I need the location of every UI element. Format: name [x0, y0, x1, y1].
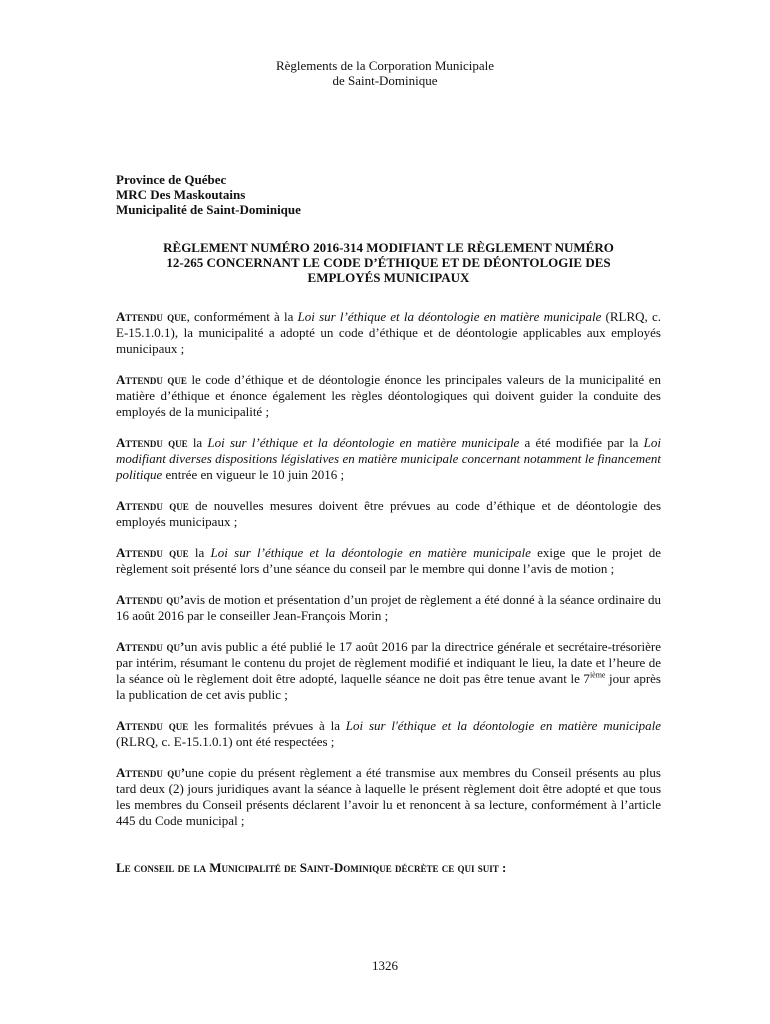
law-title: Loi sur l’éthique et la déontologie en matière municipale [210, 545, 531, 560]
paragraph-text: exige que le projet de règlement soit présenté lors d’une séance du conseil par le membre qui donne l’avis de motion ; [116, 545, 661, 576]
whereas-paragraph-9 [116, 765, 661, 829]
whereas-paragraph-3 [116, 435, 661, 483]
law-title: Loi sur l’éthique et la déontologie en matière municipale [297, 309, 602, 324]
regulation-title [116, 240, 661, 285]
whereas-lead: Attendu que [116, 435, 188, 450]
preamble [116, 309, 661, 876]
whereas-lead: Attendu que [116, 372, 187, 387]
paragraph-text: le code d’éthique et de déontologie énonce les principales valeurs de la municipalité en matière d’éthique et énonce également les règles déontologiques qui doivent guider la conduite des employés de la municipalité ; [116, 372, 661, 419]
location-block [116, 172, 301, 217]
paragraph-text: les formalités prévues à la [188, 718, 346, 733]
paragraph-text: (RLRQ, c. E-15.1.0.1), la municipalité a adopté un code d’éthique et de déontologie applicables aux employés municipaux ; [116, 309, 661, 356]
paragraph-text: la [187, 435, 208, 450]
law-title: Loi modifiant diverses dispositions législatives en matière municipale concernant notamment le financement politique [116, 435, 661, 482]
paragraph-text: , conformément à la [186, 309, 298, 324]
title-line-3: EMPLOYÉS MUNICIPAUX [307, 270, 470, 285]
whereas-lead: Attendu qu’ [116, 765, 186, 780]
title-line-1: RÈGLEMENT NUMÉRO 2016-314 MODIFIANT LE RÈGLEMENT NUMÉRO [163, 240, 614, 255]
whereas-paragraph-2 [116, 372, 661, 420]
running-header [0, 58, 770, 88]
municipality-line: Municipalité de Saint-Dominique [116, 202, 301, 217]
whereas-lead: Attendu qu’ [116, 639, 185, 654]
paragraph-text: un avis public a été publié le 17 août 2016 par la directrice générale et secrétaire-trésorière par intérim, résumant le contenu du projet de règlement modifié et indiquant le lieu, la date et l’heure de la séance où le règlement doit être adopté, laquelle séance ne doit pas être tenue avant le 7 [116, 639, 661, 686]
paragraph-text: de nouvelles mesures doivent être prévues au code d’éthique et de déontologie des employés municipaux ; [116, 498, 662, 529]
header-line-1: Règlements de la Corporation Municipale [275, 58, 495, 73]
whereas-paragraph-7 [116, 639, 661, 703]
paragraph-text: (RLRQ, c. E-15.1.0.1) ont été respectées ; [116, 734, 335, 749]
paragraph-text: une copie du présent règlement a été transmise aux membres du Conseil présents au plus tard deux (2) jours juridiques avant la séance à laquelle le présent règlement doit être adopté et que tous les membres du Conseil présents déclarent l’avoir lu et renoncent à sa lecture, conformément à l’article 445 du Code municipal ; [116, 765, 661, 828]
paragraph-text: a été modifiée par la [519, 435, 644, 450]
whereas-lead: Attendu qu’ [116, 592, 185, 607]
page-number: 1326 [372, 958, 398, 973]
paragraph-text: la [188, 545, 211, 560]
ordinal-superscript: ième [589, 670, 606, 680]
header-line-2: de Saint-Dominique [332, 73, 438, 88]
whereas-paragraph-4 [116, 498, 661, 530]
whereas-paragraph-1 [116, 309, 661, 357]
whereas-lead: Attendu que [116, 545, 189, 560]
law-title: Loi sur l'éthique et la déontologie en matière municipale [345, 718, 662, 733]
decree-statement: Le conseil de la Municipalité de Saint-Dominique décrète ce qui suit : [116, 860, 507, 875]
whereas-lead: Attendu que [116, 309, 187, 324]
paragraph-text: jour après la publication de cet avis public ; [116, 671, 661, 702]
whereas-lead: Attendu que [116, 498, 189, 513]
title-line-2: 12-265 CONCERNANT LE CODE D’ÉTHIQUE ET DE DÉONTOLOGIE DES [166, 255, 611, 270]
whereas-paragraph-6 [116, 592, 661, 624]
mrc-line: MRC Des Maskoutains [116, 187, 246, 202]
paragraph-text: avis de motion et présentation d’un projet de règlement a été donné à la séance ordinaire du 16 août 2016 par le conseiller Jean-François Morin ; [116, 592, 662, 623]
whereas-paragraph-5 [116, 545, 661, 577]
whereas-paragraph-8 [116, 718, 661, 750]
paragraph-text: entrée en vigueur le 10 juin 2016 ; [162, 467, 345, 482]
whereas-lead: Attendu que [116, 718, 189, 733]
province-line: Province de Québec [116, 172, 227, 187]
law-title: Loi sur l’éthique et la déontologie en matière municipale [207, 435, 520, 450]
